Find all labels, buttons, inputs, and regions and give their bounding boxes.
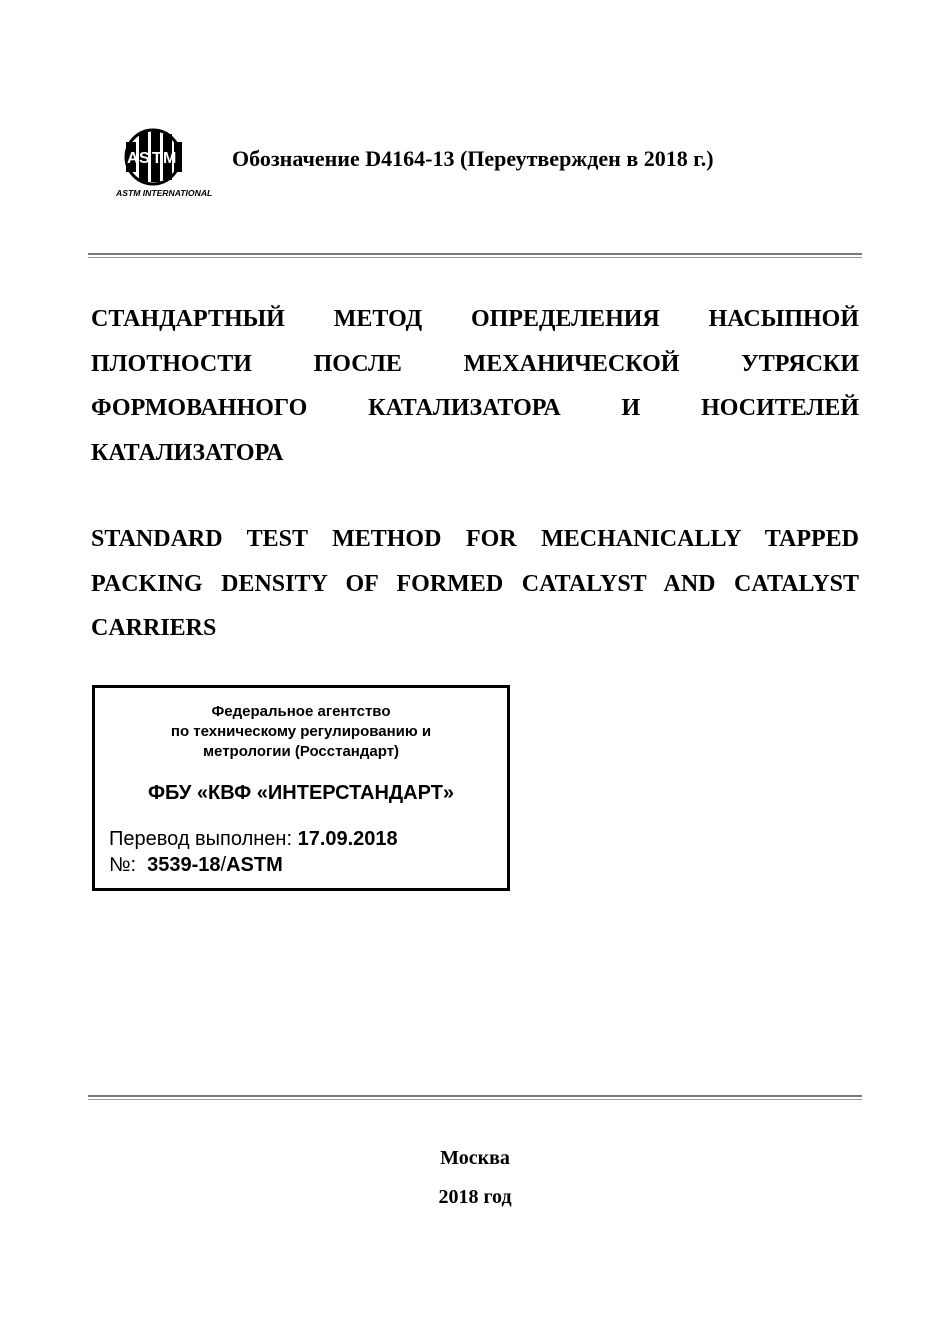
translation-label: Перевод выполнен: — [109, 828, 293, 850]
number-label: №: — [109, 854, 137, 876]
footer-year: 2018 год — [438, 1186, 512, 1208]
stamp-translation-line — [109, 828, 398, 851]
svg-text:T: T — [152, 150, 162, 167]
stamp-agency — [95, 702, 507, 762]
stamp-agency-line: Федеральное агентство — [211, 703, 391, 720]
footer-divider — [88, 1095, 862, 1100]
number-suffix: ASTM — [226, 854, 283, 876]
number-value: 3539-18 — [147, 854, 221, 876]
svg-text:A: A — [127, 150, 139, 167]
stamp-agency-line: по техническому регулированию и — [170, 723, 432, 740]
header-divider — [88, 253, 862, 258]
astm-international-logo-icon — [110, 126, 213, 200]
svg-text:M: M — [163, 150, 177, 167]
title-russian: СТАНДАРТНЫЙ МЕТОД ОПРЕДЕЛЕНИЯ НАСЫПНОЙ ПЛОТНОСТИ ПОСЛЕ МЕХАНИЧЕСКОЙ УТРЯСКИ ФОРМОВАННОГО КАТАЛИЗАТОРА И НОСИТЕЛЕЙ КАТАЛИЗАТОРА — [91, 306, 859, 466]
stamp-number-line — [109, 854, 283, 877]
stamp-organization: ФБУ «КВФ «ИНТЕРСТАНДАРТ» — [147, 782, 455, 804]
number-separator: / — [220, 854, 227, 876]
title-english: STANDARD TEST METHOD FOR MECHANICALLY TAPPED PACKING DENSITY OF FORMED CATALYST AND CATALYST CARRIERS — [91, 526, 859, 641]
logo-text: ASTM INTERNATIONAL — [116, 188, 213, 198]
svg-text:S: S — [139, 150, 150, 167]
translation-stamp — [92, 685, 510, 891]
astm-logo — [110, 126, 213, 200]
stamp-agency-line: метрологии (Росстандарт) — [202, 743, 400, 760]
document-designation: Обозначение D4164-13 (Переутвержден в 2018 г.) — [232, 146, 714, 171]
translation-date: 17.09.2018 — [297, 828, 398, 850]
footer-city: Москва — [440, 1147, 510, 1169]
